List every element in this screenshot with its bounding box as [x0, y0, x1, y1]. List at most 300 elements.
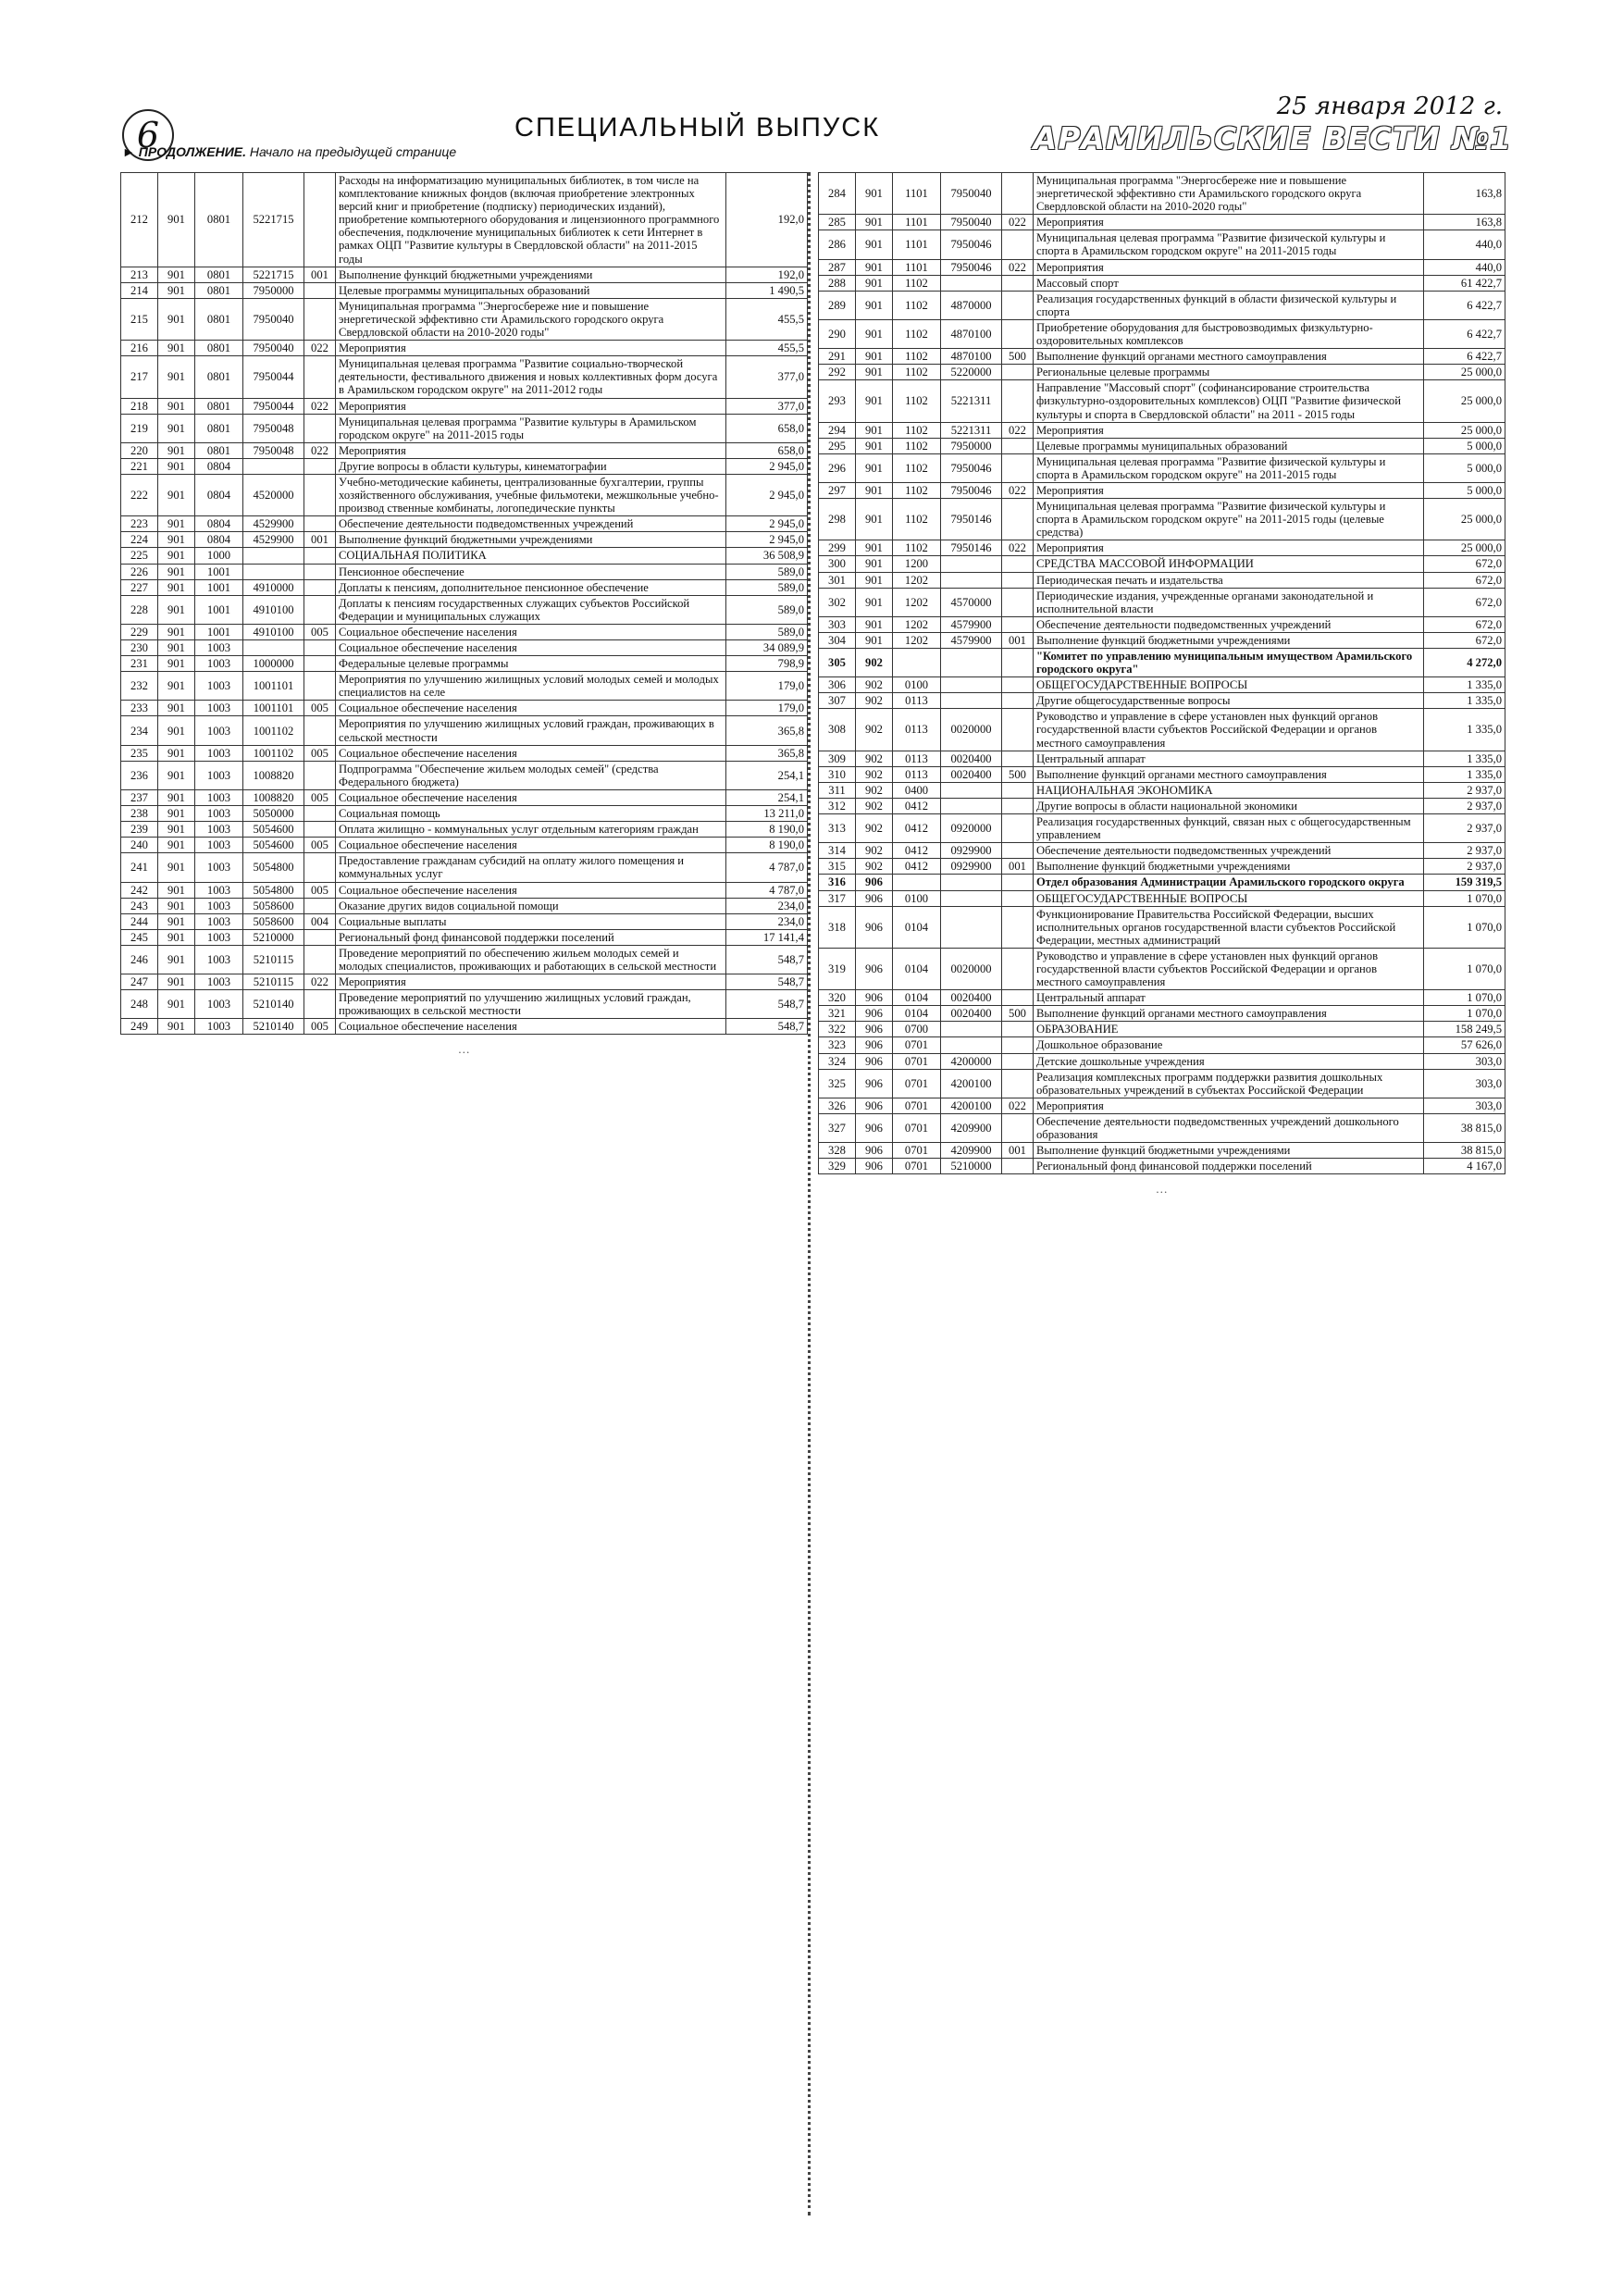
- row-number: 322: [819, 1022, 856, 1037]
- code-department: 901: [856, 616, 893, 632]
- row-number: 295: [819, 438, 856, 453]
- code-section: 1101: [893, 230, 941, 259]
- row-amount: 163,8: [1424, 215, 1505, 230]
- row-amount: 192,0: [726, 173, 808, 267]
- code-target: 7950044: [243, 356, 304, 398]
- table-row: [819, 556, 1505, 572]
- row-amount: 303,0: [1424, 1098, 1505, 1113]
- row-number: 325: [819, 1069, 856, 1098]
- row-number: 284: [819, 173, 856, 215]
- code-target: [941, 677, 1002, 693]
- code-target: 4529900: [243, 516, 304, 532]
- table-row: [819, 1159, 1505, 1174]
- code-target: 4870000: [941, 291, 1002, 319]
- code-section: 0801: [195, 267, 243, 282]
- code-target: 5221715: [243, 173, 304, 267]
- row-number: 294: [819, 422, 856, 438]
- code-department: 906: [856, 990, 893, 1006]
- code-section: 1003: [195, 929, 243, 945]
- code-department: 901: [856, 291, 893, 319]
- code-target: 5220000: [941, 365, 1002, 380]
- row-amount: 672,0: [1424, 572, 1505, 588]
- row-number: 305: [819, 649, 856, 677]
- row-number: 329: [819, 1159, 856, 1174]
- row-description: Другие вопросы в области культуры, кинематографии: [336, 458, 726, 474]
- row-description: Мероприятия: [336, 974, 726, 990]
- row-number: 214: [121, 282, 158, 298]
- row-description: Мероприятия: [336, 341, 726, 356]
- row-amount: 25 000,0: [1424, 365, 1505, 380]
- row-description: Выполнение функций бюджетными учреждениями: [336, 267, 726, 282]
- row-amount: 5 000,0: [1424, 438, 1505, 453]
- row-number: 303: [819, 616, 856, 632]
- code-target: 4209900: [941, 1143, 1002, 1159]
- code-department: 901: [158, 564, 195, 579]
- code-target: 7950044: [243, 398, 304, 414]
- code-target: [941, 693, 1002, 709]
- row-number: 247: [121, 974, 158, 990]
- table-row: [121, 853, 808, 882]
- code-target: [243, 564, 304, 579]
- code-target: 1001102: [243, 745, 304, 761]
- row-amount: 672,0: [1424, 632, 1505, 648]
- code-expense-type: [1002, 230, 1034, 259]
- row-description: Социальное обеспечение населения: [336, 882, 726, 898]
- row-number: 244: [121, 913, 158, 929]
- code-target: 7950040: [941, 215, 1002, 230]
- row-number: 249: [121, 1019, 158, 1035]
- code-section: 1101: [893, 259, 941, 275]
- code-section: 0701: [893, 1053, 941, 1069]
- code-expense-type: [304, 716, 336, 745]
- code-expense-type: 500: [1002, 1006, 1034, 1022]
- code-department: 906: [856, 1022, 893, 1037]
- code-target: [243, 548, 304, 564]
- code-section: 1003: [195, 672, 243, 701]
- code-expense-type: 022: [1002, 422, 1034, 438]
- right-continuation: …: [1156, 1182, 1168, 1197]
- row-description: Социальные выплаты: [336, 913, 726, 929]
- code-section: 1003: [195, 1019, 243, 1035]
- code-section: 0100: [893, 890, 941, 906]
- code-expense-type: [304, 945, 336, 974]
- row-number: 242: [121, 882, 158, 898]
- code-expense-type: [304, 548, 336, 564]
- code-expense-type: [304, 656, 336, 672]
- code-expense-type: [1002, 291, 1034, 319]
- code-expense-type: [1002, 1022, 1034, 1037]
- row-number: 248: [121, 990, 158, 1019]
- table-row: [819, 291, 1505, 319]
- row-description: Выполнение функций бюджетными учреждениями: [1034, 1143, 1424, 1159]
- code-department: 901: [158, 898, 195, 913]
- row-number: 231: [121, 656, 158, 672]
- row-number: 233: [121, 701, 158, 716]
- code-section: 1001: [195, 564, 243, 579]
- code-department: 901: [158, 298, 195, 340]
- code-department: 902: [856, 709, 893, 751]
- table-row: [121, 761, 808, 789]
- row-amount: 303,0: [1424, 1053, 1505, 1069]
- row-amount: 1 490,5: [726, 282, 808, 298]
- code-section: 1003: [195, 913, 243, 929]
- row-amount: 1 335,0: [1424, 751, 1505, 766]
- table-row: [819, 875, 1505, 890]
- code-target: 7950048: [243, 442, 304, 458]
- code-section: [893, 649, 941, 677]
- row-amount: 2 937,0: [1424, 859, 1505, 875]
- row-number: 293: [819, 380, 856, 422]
- code-department: 906: [856, 1143, 893, 1159]
- row-amount: 5 000,0: [1424, 482, 1505, 498]
- row-number: 219: [121, 414, 158, 442]
- code-target: 7950146: [941, 540, 1002, 556]
- table-row: [121, 442, 808, 458]
- row-number: 223: [121, 516, 158, 532]
- code-target: 0020400: [941, 766, 1002, 782]
- code-section: 0701: [893, 1113, 941, 1142]
- row-description: Мероприятия: [1034, 422, 1424, 438]
- code-target: 4520000: [243, 474, 304, 515]
- row-description: Мероприятия: [336, 442, 726, 458]
- row-number: 318: [819, 906, 856, 948]
- row-amount: 1 070,0: [1424, 1006, 1505, 1022]
- column-divider: [808, 172, 811, 2215]
- row-amount: 1 070,0: [1424, 906, 1505, 948]
- code-target: 0020400: [941, 1006, 1002, 1022]
- code-section: 0412: [893, 859, 941, 875]
- table-row: [121, 624, 808, 639]
- row-amount: 159 319,5: [1424, 875, 1505, 890]
- table-row: [121, 716, 808, 745]
- code-department: 906: [856, 1006, 893, 1022]
- row-description: Другие вопросы в области национальной экономики: [1034, 798, 1424, 813]
- row-amount: 589,0: [726, 564, 808, 579]
- code-expense-type: [304, 672, 336, 701]
- row-number: 302: [819, 588, 856, 616]
- code-expense-type: [1002, 1053, 1034, 1069]
- table-row: [819, 438, 1505, 453]
- row-amount: 548,7: [726, 990, 808, 1019]
- row-amount: 365,8: [726, 716, 808, 745]
- code-target: 5054600: [243, 822, 304, 838]
- table-row: [121, 398, 808, 414]
- code-expense-type: 022: [304, 398, 336, 414]
- code-section: 1003: [195, 990, 243, 1019]
- code-department: 902: [856, 782, 893, 798]
- row-description: Обеспечение деятельности подведомственных учреждений: [336, 516, 726, 532]
- code-expense-type: [1002, 499, 1034, 540]
- code-target: 1001101: [243, 701, 304, 716]
- table-row: [121, 945, 808, 974]
- row-description: Учебно-методические кабинеты, централизованные бухгалтерии, группы хозяйственного обслуживания, учебные фильмотеки, межшкольные учебно-производ ственные комбинаты, логопедические пункты: [336, 474, 726, 515]
- row-description: Мероприятия: [1034, 1098, 1424, 1113]
- row-number: 328: [819, 1143, 856, 1159]
- code-department: 901: [856, 173, 893, 215]
- code-section: 1003: [195, 789, 243, 805]
- code-target: 4200100: [941, 1098, 1002, 1113]
- code-department: 901: [158, 882, 195, 898]
- row-description: Социальная помощь: [336, 806, 726, 822]
- table-row: [121, 929, 808, 945]
- code-section: 1102: [893, 540, 941, 556]
- row-number: 232: [121, 672, 158, 701]
- code-expense-type: [1002, 365, 1034, 380]
- row-amount: 234,0: [726, 913, 808, 929]
- table-row: [819, 859, 1505, 875]
- row-description: Социальное обеспечение населения: [336, 1019, 726, 1035]
- row-amount: 672,0: [1424, 556, 1505, 572]
- code-section: 0804: [195, 516, 243, 532]
- code-target: 1000000: [243, 656, 304, 672]
- row-amount: 234,0: [726, 898, 808, 913]
- row-amount: 6 422,7: [1424, 349, 1505, 365]
- code-department: 901: [158, 356, 195, 398]
- row-description: Муниципальная целевая программа "Развитие физической культуры и спорта в Арамильском городском округе" на 2011-2015 годы (целевые средства): [1034, 499, 1424, 540]
- row-amount: 658,0: [726, 414, 808, 442]
- table-row: [121, 356, 808, 398]
- code-target: 5050000: [243, 806, 304, 822]
- table-row: [819, 1143, 1505, 1159]
- code-target: [941, 1022, 1002, 1037]
- row-number: 291: [819, 349, 856, 365]
- row-description: Выполнение функций бюджетными учреждениями: [1034, 859, 1424, 875]
- code-target: 5054800: [243, 853, 304, 882]
- code-expense-type: 500: [1002, 766, 1034, 782]
- left-table-body: [121, 173, 808, 1035]
- code-department: 901: [158, 761, 195, 789]
- code-department: 906: [856, 875, 893, 890]
- row-description: Региональный фонд финансовой поддержки поселений: [1034, 1159, 1424, 1174]
- row-amount: 158 249,5: [1424, 1022, 1505, 1037]
- row-amount: 8 190,0: [726, 822, 808, 838]
- row-description: Выполнение функций бюджетными учреждениями: [1034, 632, 1424, 648]
- row-description: Расходы на информатизацию муниципальных библиотек, в том числе на комплектование книжных фондов (включая приобретение электронных версий книг и приобретение (подписку) периодических изданий), приобретение компьютерного оборудования и лицензионного программного обеспечения, подключение муниципальных библиотек к сети Интернет в рамках ОЦП "Развитие культуры в Свердловской области" на 2011-2015 годы: [336, 173, 726, 267]
- row-number: 241: [121, 853, 158, 882]
- code-target: 4200000: [941, 1053, 1002, 1069]
- code-expense-type: [1002, 798, 1034, 813]
- code-section: 1102: [893, 482, 941, 498]
- code-section: 0412: [893, 798, 941, 813]
- row-amount: 2 945,0: [726, 458, 808, 474]
- table-row: [819, 649, 1505, 677]
- row-description: Муниципальная целевая программа "Развитие социально-творческой деятельности, фестивального движения и новых коллективных форм досуга в Арамильском городском округе" на 2011-2012 годы: [336, 356, 726, 398]
- row-amount: 57 626,0: [1424, 1037, 1505, 1053]
- code-expense-type: [304, 564, 336, 579]
- code-department: 901: [158, 442, 195, 458]
- row-description: Центральный аппарат: [1034, 751, 1424, 766]
- code-target: 5054600: [243, 838, 304, 853]
- code-expense-type: [1002, 906, 1034, 948]
- row-number: 217: [121, 356, 158, 398]
- row-amount: 34 089,9: [726, 640, 808, 656]
- row-amount: 455,5: [726, 341, 808, 356]
- row-number: 304: [819, 632, 856, 648]
- table-row: [819, 709, 1505, 751]
- row-description: СОЦИАЛЬНАЯ ПОЛИТИКА: [336, 548, 726, 564]
- row-description: Мероприятия: [1034, 482, 1424, 498]
- code-target: 7950146: [941, 499, 1002, 540]
- row-number: 239: [121, 822, 158, 838]
- row-number: 297: [819, 482, 856, 498]
- row-description: Руководство и управление в сфере установлен ных функций органов государственной власти субъектов Российской Федерации и органов местного самоуправления: [1034, 709, 1424, 751]
- code-target: 7950040: [243, 298, 304, 340]
- code-target: 0020000: [941, 948, 1002, 989]
- code-section: 1202: [893, 616, 941, 632]
- code-target: 0929900: [941, 859, 1002, 875]
- row-amount: 25 000,0: [1424, 380, 1505, 422]
- row-number: 317: [819, 890, 856, 906]
- code-expense-type: [304, 761, 336, 789]
- row-amount: 1 335,0: [1424, 677, 1505, 693]
- code-expense-type: [304, 898, 336, 913]
- row-amount: 254,1: [726, 761, 808, 789]
- code-target: 4529900: [243, 532, 304, 548]
- code-department: 901: [158, 806, 195, 822]
- code-expense-type: 022: [1002, 259, 1034, 275]
- code-target: 7950000: [243, 282, 304, 298]
- row-number: 301: [819, 572, 856, 588]
- row-number: 238: [121, 806, 158, 822]
- code-department: 901: [856, 540, 893, 556]
- code-department: 901: [158, 640, 195, 656]
- row-description: Периодическая печать и издательства: [1034, 572, 1424, 588]
- code-section: 0804: [195, 458, 243, 474]
- section-title: СПЕЦИАЛЬНЫЙ ВЫПУСК: [514, 113, 881, 143]
- code-department: 906: [856, 890, 893, 906]
- row-number: 237: [121, 789, 158, 805]
- row-description: Приобретение оборудования для быстровозводимых физкультурно- оздоровительных комплексов: [1034, 319, 1424, 348]
- row-number: 292: [819, 365, 856, 380]
- code-target: [941, 275, 1002, 291]
- code-section: 0801: [195, 298, 243, 340]
- code-department: 901: [158, 838, 195, 853]
- code-target: 5210115: [243, 945, 304, 974]
- code-expense-type: [1002, 751, 1034, 766]
- row-description: Руководство и управление в сфере установлен ных функций органов государственной власти субъектов Российской Федерации и органов местного самоуправления: [1034, 948, 1424, 989]
- row-description: Мероприятия: [1034, 540, 1424, 556]
- row-number: 319: [819, 948, 856, 989]
- code-expense-type: [1002, 380, 1034, 422]
- code-department: 901: [856, 556, 893, 572]
- row-amount: 377,0: [726, 356, 808, 398]
- table-row: [121, 516, 808, 532]
- code-section: 1102: [893, 438, 941, 453]
- code-expense-type: [1002, 890, 1034, 906]
- row-amount: 1 335,0: [1424, 693, 1505, 709]
- row-amount: 6 422,7: [1424, 319, 1505, 348]
- row-amount: 179,0: [726, 672, 808, 701]
- right-table-body: [819, 173, 1505, 1174]
- code-department: 901: [856, 349, 893, 365]
- continued-bold: ПРОДОЛЖЕНИЕ.: [138, 144, 247, 159]
- code-target: 0020400: [941, 751, 1002, 766]
- row-amount: 377,0: [726, 398, 808, 414]
- table-row: [121, 701, 808, 716]
- row-description: Направление "Массовый спорт" (софинансирование строительства физкультурно-оздоровительных комплексов) ОЦП "Развитие физической культуры и спорта в Свердловской области" на 2011 - 2015 годы: [1034, 380, 1424, 422]
- code-expense-type: 001: [304, 532, 336, 548]
- row-description: Проведение мероприятий по обеспечению жильем молодых семей и молодых специалистов, проживающих и работающих в сельской местности: [336, 945, 726, 974]
- row-description: Обеспечение деятельности подведомственных учреждений: [1034, 616, 1424, 632]
- code-target: 4870100: [941, 319, 1002, 348]
- row-number: 229: [121, 624, 158, 639]
- table-row: [819, 1037, 1505, 1053]
- code-expense-type: 004: [304, 913, 336, 929]
- table-row: [121, 282, 808, 298]
- row-number: 285: [819, 215, 856, 230]
- row-description: Муниципальная программа "Энергосбереже ние и повышение энергетической эффективно сти Арамильского городского округа Свердловской области на 2010-2020 годы": [1034, 173, 1424, 215]
- row-amount: 38 815,0: [1424, 1143, 1505, 1159]
- code-section: 0100: [893, 677, 941, 693]
- row-description: Обеспечение деятельности подведомственных учреждений: [1034, 843, 1424, 859]
- code-expense-type: [304, 990, 336, 1019]
- code-expense-type: [304, 173, 336, 267]
- code-expense-type: 022: [1002, 540, 1034, 556]
- row-amount: 1 070,0: [1424, 890, 1505, 906]
- code-section: 0104: [893, 906, 941, 948]
- code-expense-type: 005: [304, 624, 336, 639]
- code-expense-type: [1002, 948, 1034, 989]
- code-department: 901: [158, 945, 195, 974]
- row-description: Другие общегосударственные вопросы: [1034, 693, 1424, 709]
- code-section: 1003: [195, 716, 243, 745]
- left-continuation: …: [458, 1042, 470, 1057]
- row-amount: 2 945,0: [726, 516, 808, 532]
- row-description: Муниципальная целевая программа "Развитие физической культуры и спорта в Арамильском городском округе" на 2011-2015 годы: [1034, 230, 1424, 259]
- row-description: Проведение мероприятий по улучшению жилищных условий граждан, проживающих в сельской местности: [336, 990, 726, 1019]
- code-department: 902: [856, 677, 893, 693]
- code-section: 1003: [195, 822, 243, 838]
- code-target: 5221311: [941, 380, 1002, 422]
- code-section: 1102: [893, 291, 941, 319]
- code-target: [941, 875, 1002, 890]
- row-amount: 2 937,0: [1424, 814, 1505, 843]
- code-target: 7950000: [941, 438, 1002, 453]
- code-expense-type: 001: [1002, 632, 1034, 648]
- code-expense-type: [1002, 556, 1034, 572]
- row-description: Детские дошкольные учреждения: [1034, 1053, 1424, 1069]
- code-department: 902: [856, 859, 893, 875]
- code-department: 901: [856, 438, 893, 453]
- row-amount: 25 000,0: [1424, 422, 1505, 438]
- row-description: Обеспечение деятельности подведомственных учреждений дошкольного образования: [1034, 1113, 1424, 1142]
- code-target: 7950046: [941, 259, 1002, 275]
- table-row: [819, 422, 1505, 438]
- row-number: 307: [819, 693, 856, 709]
- code-expense-type: 005: [304, 701, 336, 716]
- table-row: [121, 341, 808, 356]
- row-number: 222: [121, 474, 158, 515]
- code-expense-type: [1002, 990, 1034, 1006]
- code-expense-type: [304, 929, 336, 945]
- code-target: 4910100: [243, 595, 304, 624]
- code-section: 0412: [893, 843, 941, 859]
- code-expense-type: [1002, 1113, 1034, 1142]
- code-target: 4870100: [941, 349, 1002, 365]
- row-amount: 1 070,0: [1424, 990, 1505, 1006]
- code-target: 7950046: [941, 230, 1002, 259]
- code-department: 901: [158, 458, 195, 474]
- code-section: 0701: [893, 1098, 941, 1113]
- table-row: [819, 1006, 1505, 1022]
- code-section: 0113: [893, 751, 941, 766]
- code-target: 7950040: [243, 341, 304, 356]
- code-target: 5210000: [243, 929, 304, 945]
- row-amount: 548,7: [726, 974, 808, 990]
- code-section: 1003: [195, 974, 243, 990]
- code-department: 901: [158, 672, 195, 701]
- code-department: 902: [856, 649, 893, 677]
